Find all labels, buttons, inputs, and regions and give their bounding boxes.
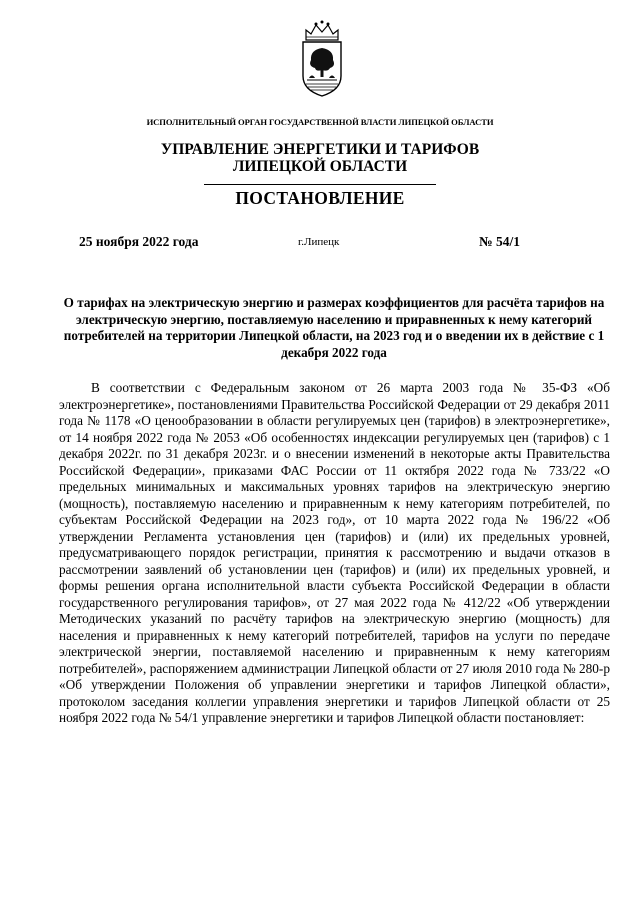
agency-name-line-2: ЛИПЕЦКОЙ ОБЛАСТИ xyxy=(232,158,408,175)
issuing-authority: ИСПОЛНИТЕЛЬНЫЙ ОРГАН ГОСУДАРСТВЕННОЙ ВЛАСТИ ЛИПЕЦКОЙ ОБЛАСТИ xyxy=(146,117,494,127)
document-body-paragraph: В соответствии с Федеральным законом от 26 марта 2003 года № 35-ФЗ «Об электроэнергетике», постановлениями Правительства Российской Федерации от 29 декабря 2011 года № 1178 «О ценообразовании в области регулируемых цен (тарифов) в электроэнергетике», от 14 ноября 2022 года № 2053 «Об особенностях индексации регулируемых цен (тарифов) с 1 декабря 2022г. по 31 декабря 2023г. и о внесении изменений в некоторые акты Правительства Российской Федерации», приказами ФАС России от 11 октября 2022 года № 733/22 «О предельных минимальных и максимальных уровнях тарифов на электрическую энергию (мощность), поставляемую населению и приравненным к нему категориям потребителей, по субъектам Российской Федерации на 2023 год», от 10 марта 2022 года № 196/22 «Об утверждении Регламента установления цен (тарифов) и (или) их предельных уровней, предусматривающего порядок регистрации, принятия к рассмотрению и выдачи отказов в рассмотрении заявлений об установлении цен (тарифов) и (или) их предельных уровней, и формы решения органа исполнительной власти субъекта Российской Федерации в области государственного регулирования тарифов», от 27 мая 2022 года № 412/22 «Об утверждении Методических указаний по расчёту тарифов на электрическую энергию (мощность) для населения и приравненных к нему категорий потребителей, тарифов на услуги по передаче электрической энергии, поставляемой населению и приравненным к нему категориям потребителей», распоряжением администрации Липецкой области от 27 июля 2010 года № 280-р «Об утверждении Положения об управлении энергетики и тарифов Липецкой области», протоколом заседания коллегии управления энергетики и тарифов Липецкой области от 25 ноября 2022 года № 54/1 управление энергетики и тарифов Липецкой области постановляет: xyxy=(59,380,610,725)
coat-of-arms-icon xyxy=(300,20,344,98)
coat-of-arms-emblem xyxy=(300,20,344,98)
agency-name-line-1: УПРАВЛЕНИЕ ЭНЕРГЕТИКИ И ТАРИФОВ xyxy=(160,141,480,158)
document-city: г.Липецк xyxy=(298,236,340,248)
header-divider xyxy=(204,184,436,185)
document-title: О тарифах на электрическую энергию и размерах коэффициентов для расчёта тарифов на электрическую энергию, поставляемую населению и приравненных к нему категорий потребителей на территории Липецкой области, на 2023 год и о введении их в действие с 1 декабря 2022 года xyxy=(63,295,605,360)
document-date: 25 ноября 2022 года xyxy=(79,234,199,249)
document-number: № 54/1 xyxy=(479,234,520,249)
document-type: ПОСТАНОВЛЕНИЕ xyxy=(235,188,405,208)
agency-name xyxy=(0,141,640,175)
